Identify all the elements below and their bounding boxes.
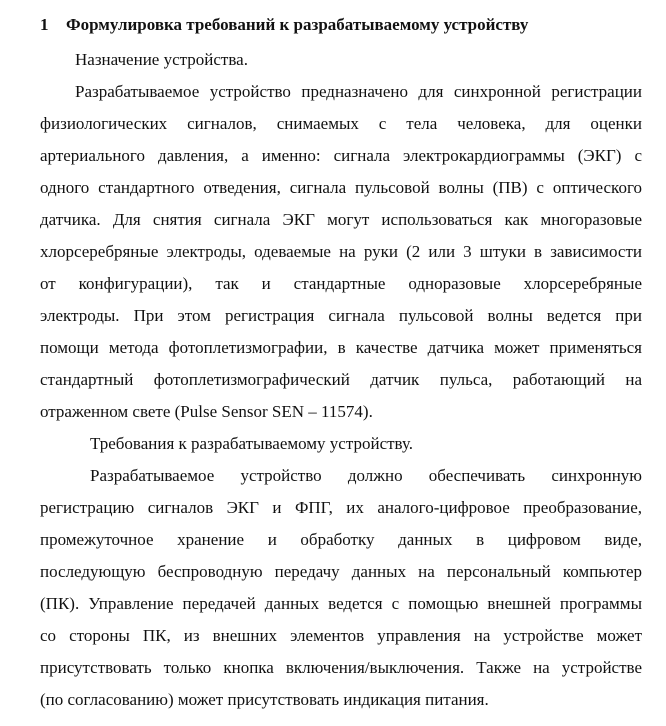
paragraph-line: со стороны ПК, из внешних элементов управления на устройстве может [40,626,642,645]
paragraph-line: Разрабатываемое устройство должно обеспечивать синхронную [90,466,642,485]
paragraph-line: (по согласованию) может присутствовать индикация питания. [40,690,489,709]
paragraph-line: промежуточное хранение и обработку данных в цифровом виде, [40,530,642,549]
paragraph-line: Разрабатываемое устройство предназначено для синхронной регистрации [75,82,642,101]
paragraph-line: помощи метода фотоплетизмографии, в качестве датчика может применяться [40,338,642,357]
paragraph-line: датчика. Для снятия сигнала ЭКГ могут использоваться как многоразовые [40,210,642,229]
paragraph-line: артериального давления, а именно: сигнала электрокардиограммы (ЭКГ) с [40,146,642,165]
section-title: Формулировка требований к разрабатываемому устройству [66,15,529,34]
paragraph-line: одного стандартного отведения, сигнала пульсовой волны (ПВ) с оптического [40,178,642,197]
paragraph-requirements [40,460,642,716]
section-number: 1 [40,15,49,34]
paragraph-line: последующую беспроводную передачу данных на персональный компьютер [40,562,642,581]
paragraph-line: стандартный фотоплетизмографический датчик пульса, работающий на [40,370,642,389]
subheading-purpose: Назначение устройства. [75,50,248,69]
section-heading [40,14,642,36]
paragraph-line: отраженном свете (Pulse Sensor SEN – 11574). [40,402,373,421]
paragraph-line: электроды. При этом регистрация сигнала пульсовой волны ведется при [40,306,642,325]
subheading-requirements: Требования к разрабатываемому устройству. [90,434,414,453]
document-page [40,14,642,716]
paragraph-line: регистрацию сигналов ЭКГ и ФПГ, их аналого-цифровое преобразование, [40,498,642,517]
paragraph-line: от конфигурации), так и стандартные одноразовые хлорсеребряные [40,274,642,293]
paragraph-line: физиологических сигналов, снимаемых с тела человека, для оценки [40,114,642,133]
paragraph-line: (ПК). Управление передачей данных ведется с помощью внешней программы [40,594,642,613]
paragraph-line: присутствовать только кнопка включения/выключения. Также на устройстве [40,658,642,677]
paragraph-purpose [40,76,642,428]
paragraph-line: хлорсеребряные электроды, одеваемые на руки (2 или 3 штуки в зависимости [40,242,642,261]
